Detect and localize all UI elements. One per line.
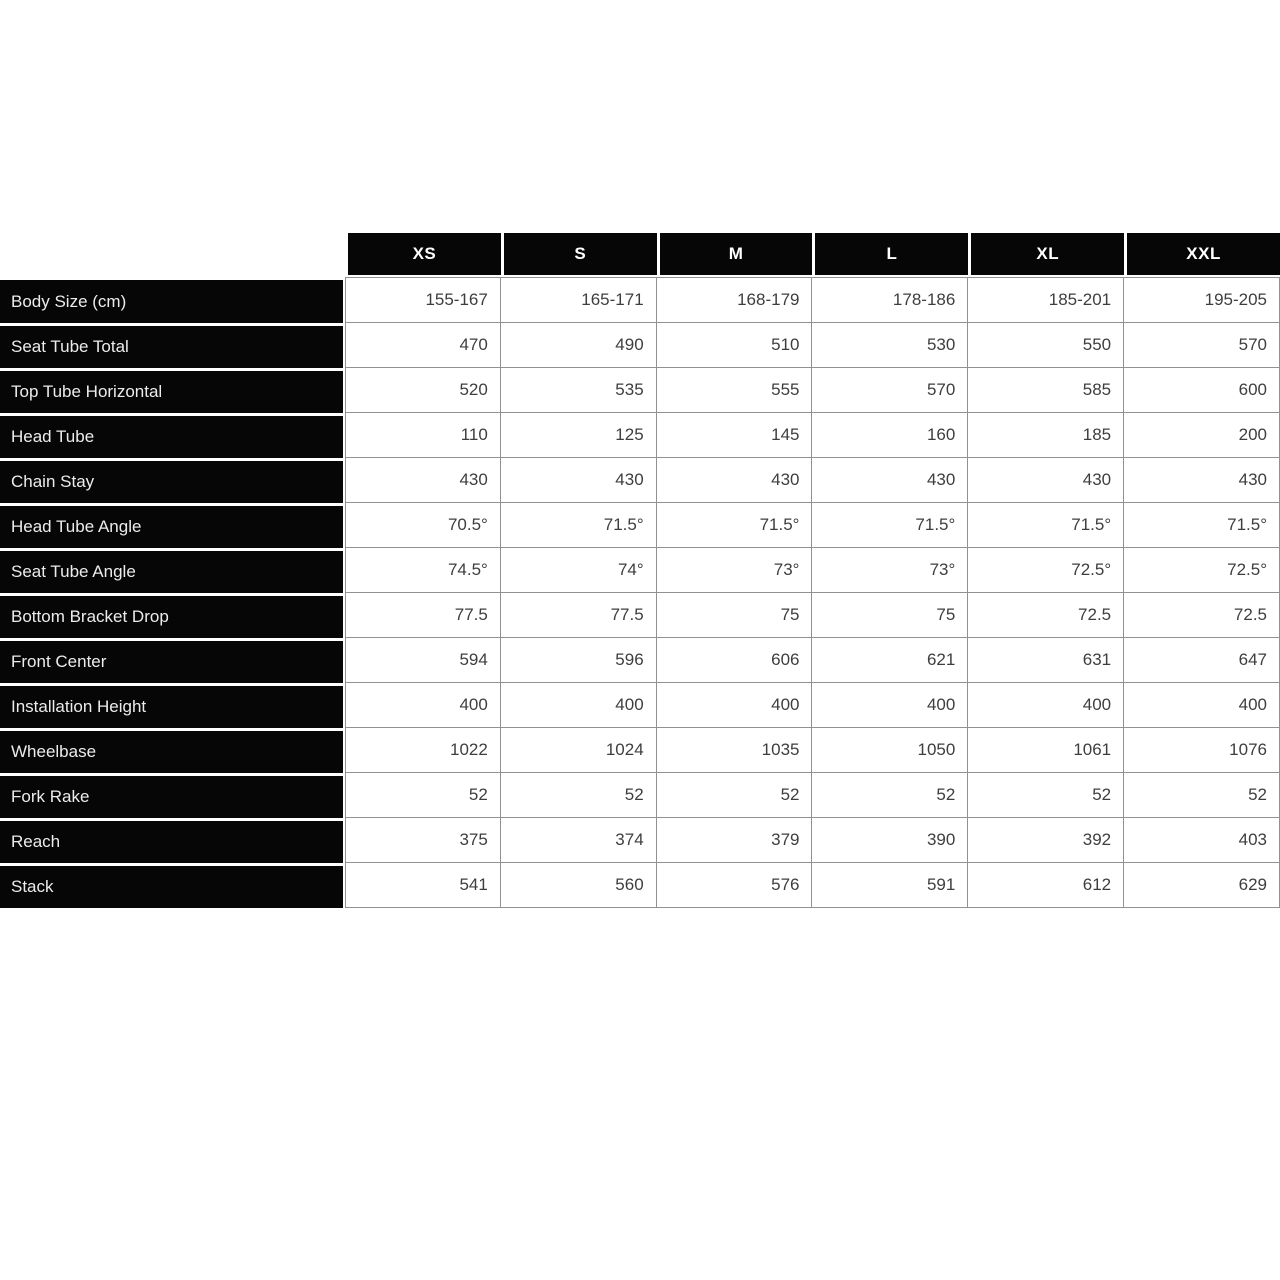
value-cell: 185-201 xyxy=(968,277,1124,323)
value-cell: 576 xyxy=(657,863,813,908)
value-cell: 647 xyxy=(1124,638,1280,683)
value-cell: 430 xyxy=(812,458,968,503)
value-cell: 594 xyxy=(345,638,501,683)
table-row xyxy=(0,818,1280,863)
value-cell: 52 xyxy=(345,773,501,818)
value-cell: 375 xyxy=(345,818,501,863)
value-cell: 72.5 xyxy=(968,593,1124,638)
value-cell: 430 xyxy=(1124,458,1280,503)
value-cell: 390 xyxy=(812,818,968,863)
table-row xyxy=(0,458,1280,503)
value-cell: 145 xyxy=(657,413,813,458)
value-cell: 1050 xyxy=(812,728,968,773)
table-row xyxy=(0,323,1280,368)
value-cell: 70.5° xyxy=(345,503,501,548)
value-cell: 591 xyxy=(812,863,968,908)
value-cell: 470 xyxy=(345,323,501,368)
value-cell: 52 xyxy=(1124,773,1280,818)
table-row xyxy=(0,413,1280,458)
table-row xyxy=(0,548,1280,593)
size-header-xl: XL xyxy=(968,233,1124,277)
table-row xyxy=(0,638,1280,683)
value-cell: 74.5° xyxy=(345,548,501,593)
value-cell: 430 xyxy=(968,458,1124,503)
row-label: Top Tube Horizontal xyxy=(0,368,345,413)
value-cell: 168-179 xyxy=(657,277,813,323)
value-cell: 585 xyxy=(968,368,1124,413)
size-header-xs: XS xyxy=(345,233,501,277)
value-cell: 374 xyxy=(501,818,657,863)
value-cell: 52 xyxy=(501,773,657,818)
value-cell: 77.5 xyxy=(345,593,501,638)
value-cell: 1022 xyxy=(345,728,501,773)
value-cell: 379 xyxy=(657,818,813,863)
table-row xyxy=(0,368,1280,413)
row-label: Bottom Bracket Drop xyxy=(0,593,345,638)
value-cell: 52 xyxy=(812,773,968,818)
row-label: Installation Height xyxy=(0,683,345,728)
row-label: Seat Tube Angle xyxy=(0,548,345,593)
value-cell: 77.5 xyxy=(501,593,657,638)
row-label: Seat Tube Total xyxy=(0,323,345,368)
row-label: Head Tube Angle xyxy=(0,503,345,548)
value-cell: 510 xyxy=(657,323,813,368)
value-cell: 74° xyxy=(501,548,657,593)
value-cell: 1061 xyxy=(968,728,1124,773)
value-cell: 400 xyxy=(657,683,813,728)
size-header-xxl: XXL xyxy=(1124,233,1280,277)
value-cell: 400 xyxy=(812,683,968,728)
value-cell: 606 xyxy=(657,638,813,683)
value-cell: 596 xyxy=(501,638,657,683)
value-cell: 430 xyxy=(657,458,813,503)
value-cell: 400 xyxy=(968,683,1124,728)
value-cell: 195-205 xyxy=(1124,277,1280,323)
value-cell: 560 xyxy=(501,863,657,908)
table-row xyxy=(0,683,1280,728)
value-cell: 541 xyxy=(345,863,501,908)
value-cell: 520 xyxy=(345,368,501,413)
value-cell: 400 xyxy=(501,683,657,728)
value-cell: 392 xyxy=(968,818,1124,863)
value-cell: 125 xyxy=(501,413,657,458)
table-body xyxy=(0,277,1280,908)
value-cell: 73° xyxy=(657,548,813,593)
table-row xyxy=(0,728,1280,773)
size-header-s: S xyxy=(501,233,657,277)
value-cell: 612 xyxy=(968,863,1124,908)
row-label: Chain Stay xyxy=(0,458,345,503)
value-cell: 71.5° xyxy=(812,503,968,548)
table-header xyxy=(0,233,1280,277)
size-header-l: L xyxy=(812,233,968,277)
table-row xyxy=(0,593,1280,638)
value-cell: 75 xyxy=(812,593,968,638)
size-header-m: M xyxy=(657,233,813,277)
value-cell: 155-167 xyxy=(345,277,501,323)
row-label: Head Tube xyxy=(0,413,345,458)
table-row xyxy=(0,503,1280,548)
value-cell: 71.5° xyxy=(1124,503,1280,548)
value-cell: 1076 xyxy=(1124,728,1280,773)
value-cell: 71.5° xyxy=(501,503,657,548)
row-label: Body Size (cm) xyxy=(0,277,345,323)
row-label: Front Center xyxy=(0,638,345,683)
value-cell: 71.5° xyxy=(657,503,813,548)
row-label: Wheelbase xyxy=(0,728,345,773)
value-cell: 400 xyxy=(345,683,501,728)
value-cell: 75 xyxy=(657,593,813,638)
value-cell: 631 xyxy=(968,638,1124,683)
value-cell: 490 xyxy=(501,323,657,368)
value-cell: 165-171 xyxy=(501,277,657,323)
value-cell: 555 xyxy=(657,368,813,413)
row-label: Reach xyxy=(0,818,345,863)
value-cell: 110 xyxy=(345,413,501,458)
value-cell: 185 xyxy=(968,413,1124,458)
value-cell: 73° xyxy=(812,548,968,593)
geometry-size-table xyxy=(0,233,1280,908)
value-cell: 160 xyxy=(812,413,968,458)
value-cell: 621 xyxy=(812,638,968,683)
value-cell: 430 xyxy=(501,458,657,503)
corner-cell xyxy=(0,233,345,277)
table-row xyxy=(0,863,1280,908)
value-cell: 72.5 xyxy=(1124,593,1280,638)
value-cell: 403 xyxy=(1124,818,1280,863)
value-cell: 570 xyxy=(1124,323,1280,368)
table-row xyxy=(0,277,1280,323)
value-cell: 72.5° xyxy=(968,548,1124,593)
value-cell: 530 xyxy=(812,323,968,368)
value-cell: 600 xyxy=(1124,368,1280,413)
value-cell: 178-186 xyxy=(812,277,968,323)
value-cell: 570 xyxy=(812,368,968,413)
value-cell: 1024 xyxy=(501,728,657,773)
value-cell: 629 xyxy=(1124,863,1280,908)
value-cell: 400 xyxy=(1124,683,1280,728)
size-header-row xyxy=(0,233,1280,277)
value-cell: 430 xyxy=(345,458,501,503)
value-cell: 71.5° xyxy=(968,503,1124,548)
value-cell: 550 xyxy=(968,323,1124,368)
value-cell: 200 xyxy=(1124,413,1280,458)
value-cell: 72.5° xyxy=(1124,548,1280,593)
table-row xyxy=(0,773,1280,818)
value-cell: 52 xyxy=(968,773,1124,818)
value-cell: 535 xyxy=(501,368,657,413)
value-cell: 1035 xyxy=(657,728,813,773)
row-label: Stack xyxy=(0,863,345,908)
value-cell: 52 xyxy=(657,773,813,818)
row-label: Fork Rake xyxy=(0,773,345,818)
